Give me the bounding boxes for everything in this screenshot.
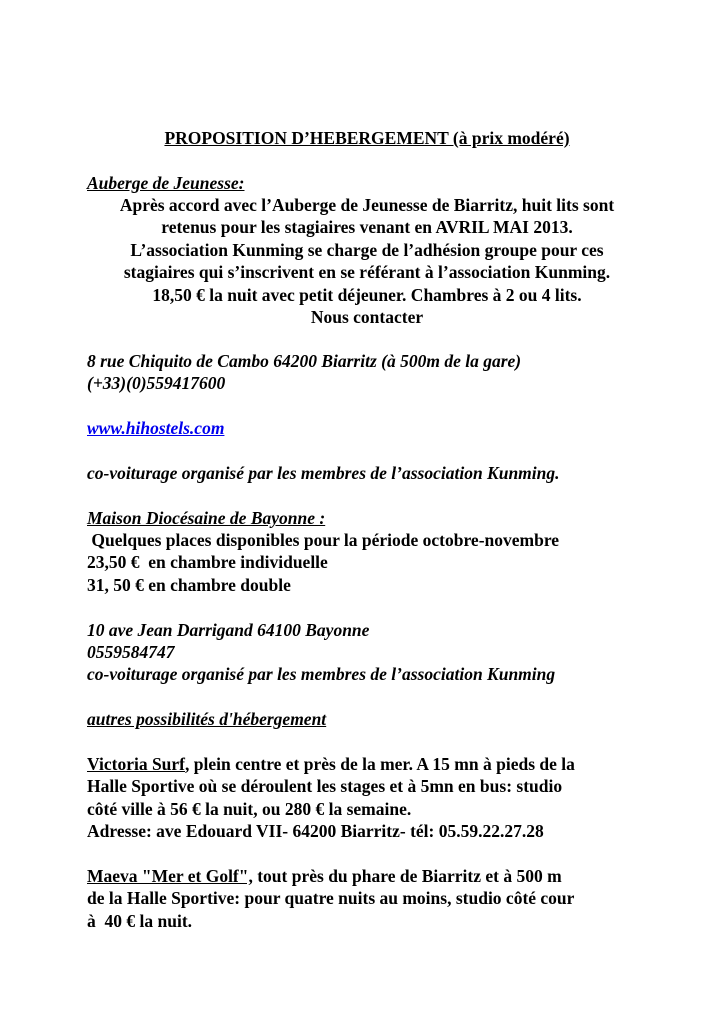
maison-line: 23,50 € en chambre individuelle	[87, 552, 328, 573]
victoria-line: Adresse: ave Edouard VII- 64200 Biarritz- tél: 05.59.22.27.28	[87, 821, 544, 842]
auberge-website-row	[87, 417, 647, 439]
maeva-name: Maeva "Mer et Golf",	[87, 866, 253, 886]
maison-line: 31, 50 € en chambre double	[87, 574, 291, 595]
auberge-website-link[interactable]: www.hihostels.com	[87, 418, 225, 438]
autres-heading: autres possibilités d'hébergement	[87, 709, 327, 729]
maeva-line: à 40 € la nuit.	[87, 910, 193, 931]
maeva-section	[87, 865, 647, 932]
maison-line: Quelques places disponibles pour la période octobre-novembre	[87, 530, 560, 550]
victoria-line: côté ville à 56 € la nuit, ou 280 € la semaine.	[87, 798, 412, 819]
maison-address: 10 ave Jean Darrigand 64100 Bayonne	[87, 620, 370, 640]
auberge-line: L’association Kunming se charge de l’adhésion groupe pour ces	[130, 239, 604, 260]
maeva-line: de la Halle Sportive: pour quatre nuits au moins, studio côté cour	[87, 888, 575, 909]
victoria-first-line	[87, 753, 647, 775]
maeva-first-line	[87, 865, 647, 887]
auberge-carpool: co-voiturage organisé par les membres de l’association Kunming.	[87, 463, 560, 483]
victoria-name: Victoria Surf	[87, 754, 186, 774]
victoria-section	[87, 753, 647, 843]
maison-carpool: co-voiturage organisé par les membres de l’association Kunming	[87, 664, 556, 684]
auberge-line: stagiaires qui s’inscrivent en se référant à l’association Kunming.	[123, 262, 611, 283]
auberge-line: Nous contacter	[310, 307, 424, 328]
auberge-address: 8 rue Chiquito de Cambo 64200 Biarritz (à 500m de la gare)	[87, 351, 522, 371]
auberge-description	[87, 194, 647, 328]
auberge-line: 18,50 € la nuit avec petit déjeuner. Chambres à 2 ou 4 lits.	[152, 284, 582, 305]
maison-heading: Maison Diocésaine de Bayonne :	[87, 508, 326, 528]
auberge-heading: Auberge de Jeunesse:	[87, 173, 245, 193]
auberge-line: retenus pour les stagiaires venant en AVRIL MAI 2013.	[161, 217, 573, 238]
page-title: PROPOSITION D’HEBERGEMENT (à prix modéré)	[164, 128, 570, 148]
victoria-first-rest: , plein centre et près de la mer. A 15 mn à pieds de la	[185, 754, 575, 774]
maison-details	[87, 529, 647, 596]
auberge-line: Après accord avec l’Auberge de Jeunesse de Biarritz, huit lits sont	[119, 195, 615, 215]
maison-phone: 0559584747	[87, 642, 175, 662]
victoria-line: Halle Sportive où se déroulent les stages et à 5mn en bus: studio	[87, 776, 563, 797]
maeva-first-rest: tout près du phare de Biarritz et à 500 m	[252, 866, 562, 886]
auberge-phone: (+33)(0)559417600	[87, 373, 226, 393]
